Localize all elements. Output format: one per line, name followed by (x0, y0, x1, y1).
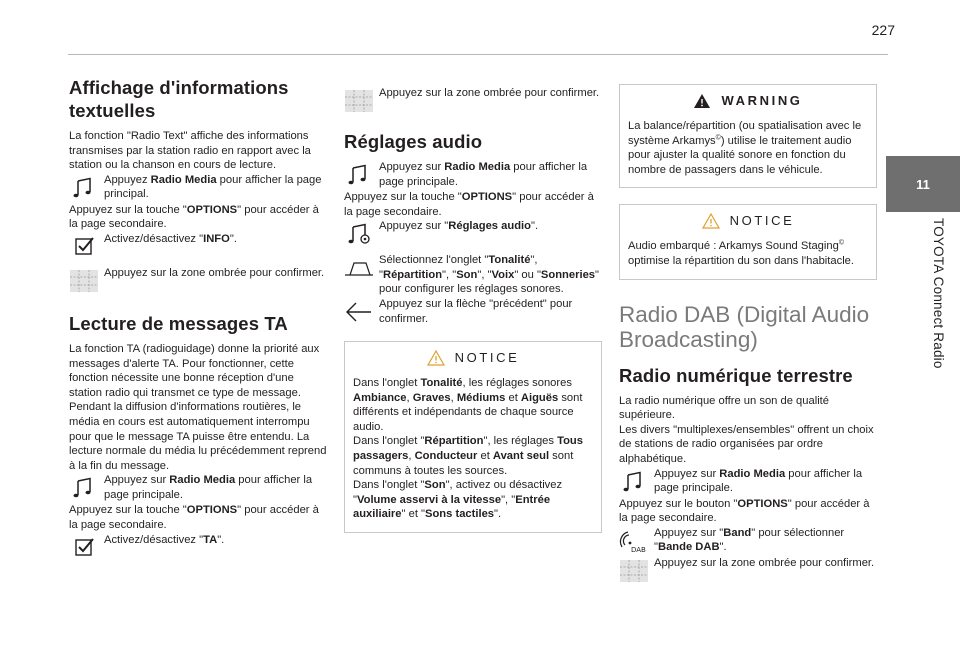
instruction-select-tab: Sélectionnez l'onglet "Tonalité", "Répartition", "Son", "Voix" ou "Sonneries" pour configurer les réglages sonores. (344, 253, 602, 297)
section-title-audio: Réglages audio (344, 131, 483, 152)
instruction-confirm: Appuyez sur la zone ombrée pour confirmer. (344, 86, 602, 116)
warning-triangle-icon (427, 350, 445, 366)
paragraph: La fonction TA (radioguidage) donne la priorité aux messages d'alerte TA. Pour fonctionner, cette fonction nécessite une bonne réception d'une station radio qui transmet ce type de message. Pendant la diffusion d'informations routières, le média en cours est automatiquement interrompu pour que le message TA puisse être entendu. La lecture normale du média lu précédemment reprend à la fin du message. (69, 342, 327, 472)
svg-text:DAB: DAB (631, 545, 646, 554)
instruction-radio-media: Appuyez Radio Media pour afficher la page principal. (69, 173, 327, 203)
notice-box (344, 341, 602, 533)
paragraph: Appuyez sur la touche "OPTIONS" pour accéder à la page secondaire. (69, 504, 319, 531)
chapter-heading-dab: Radio DAB (Digital Audio Broadcasting) (619, 301, 870, 352)
column-1 (69, 76, 327, 563)
notice-title: NOTICE (454, 349, 520, 365)
section-title-text-info: Affichage d'informations textuelles (69, 77, 289, 121)
header-rule (68, 54, 888, 55)
warning-triangle-icon (693, 93, 711, 109)
shaded-zone-icon (619, 558, 649, 584)
notice-title: NOTICE (729, 213, 795, 229)
checkbox-icon (69, 535, 99, 561)
instruction-radio-media: Appuyez sur Radio Media pour afficher la page principale. (69, 473, 327, 503)
instruction-confirm: Appuyez sur la zone ombrée pour confirmer. (619, 556, 877, 586)
instruction-radio-media: Appuyez sur Radio Media pour afficher la page principale. (619, 467, 877, 497)
chapter-number: 11 (916, 176, 930, 192)
shaded-zone-icon (344, 88, 374, 114)
instruction-radio-media: Appuyez sur Radio Media pour afficher la page principale. (344, 160, 602, 190)
instruction-confirm: Appuyez sur la zone ombrée pour confirmer. (69, 266, 327, 296)
notice-box (619, 204, 877, 279)
warning-header (628, 93, 868, 109)
paragraph: Appuyez sur la touche "OPTIONS" pour accéder à la page secondaire. (344, 191, 594, 218)
chapter-title: TOYOTA Connect Radio (931, 218, 946, 369)
paragraph: Les divers "multiplexes/ensembles" offrent un choix de stations de radio organisées par ordre alphabétique. (619, 423, 874, 465)
notice-text: Audio embarqué : Arkamys Sound Staging© optimise la répartition du son dans l'habitacle. (628, 239, 855, 267)
column-2 (344, 86, 602, 533)
music-note-icon (69, 175, 99, 201)
music-note-icon (619, 469, 649, 495)
section-title-ta: Lecture de messages TA (69, 312, 288, 334)
tab-icon (344, 255, 374, 281)
column-3 (619, 84, 877, 586)
music-settings-icon (344, 221, 374, 247)
notice-header (628, 213, 868, 229)
music-note-icon (69, 475, 99, 501)
instruction-band: DAB Appuyez sur "Band" pour sélectionner "Bande DAB". (619, 526, 877, 556)
arrow-back-icon (344, 299, 374, 325)
paragraph: La fonction "Radio Text" affiche des informations transmises par la station radio en rapport avec la station ou la chanson en cours de lecture. (69, 130, 311, 172)
paragraph: Appuyez sur le bouton "OPTIONS" pour accéder à la page secondaire. (619, 497, 870, 525)
instruction-audio-settings: Appuyez sur "Réglages audio". (344, 219, 602, 249)
warning-title: WARNING (721, 92, 803, 108)
shaded-zone-icon (69, 268, 99, 294)
section-title-dab: Radio numérique terrestre (619, 364, 853, 386)
warning-triangle-icon (702, 213, 720, 229)
checkbox-icon (69, 234, 99, 260)
page-number: 227 (871, 22, 895, 38)
instruction-toggle-ta: Activez/désactivez "TA". (69, 533, 327, 563)
paragraph: La radio numérique offre un son de qualité supérieure. (619, 394, 830, 422)
warning-box (619, 84, 877, 188)
notice-header (353, 350, 593, 366)
warning-text: La balance/répartition (ou spatialisation avec le système Arkamys©) utilise le traitement audio pour ajuster la qualité sonore en fonction du nombre de passagers dans le véhicule. (628, 120, 862, 176)
instruction-back-arrow: Appuyez sur la flèche "précédent" pour confirmer. (344, 297, 602, 327)
dab-icon (619, 528, 649, 554)
chapter-tab[interactable] (886, 156, 960, 212)
instruction-toggle-info: Activez/désactivez "INFO". (69, 232, 327, 262)
notice-text: Dans l'onglet Tonalité, les réglages sonores Ambiance, Graves, Médiums et Aiguës sont différents et indépendants de chaque source audio. Dans l'onglet "Répartition", les réglages Tous passagers, Conducteur et Avant seul sont communs à toutes les sources. Dans l'onglet "Son", activez ou désactivez "Volume asservi à la vitesse", "Entrée auxiliaire" et "Sons tactiles". (353, 376, 583, 521)
music-note-icon (344, 162, 374, 188)
paragraph: Appuyez sur la touche "OPTIONS" pour accéder à la page secondaire. (69, 203, 319, 231)
